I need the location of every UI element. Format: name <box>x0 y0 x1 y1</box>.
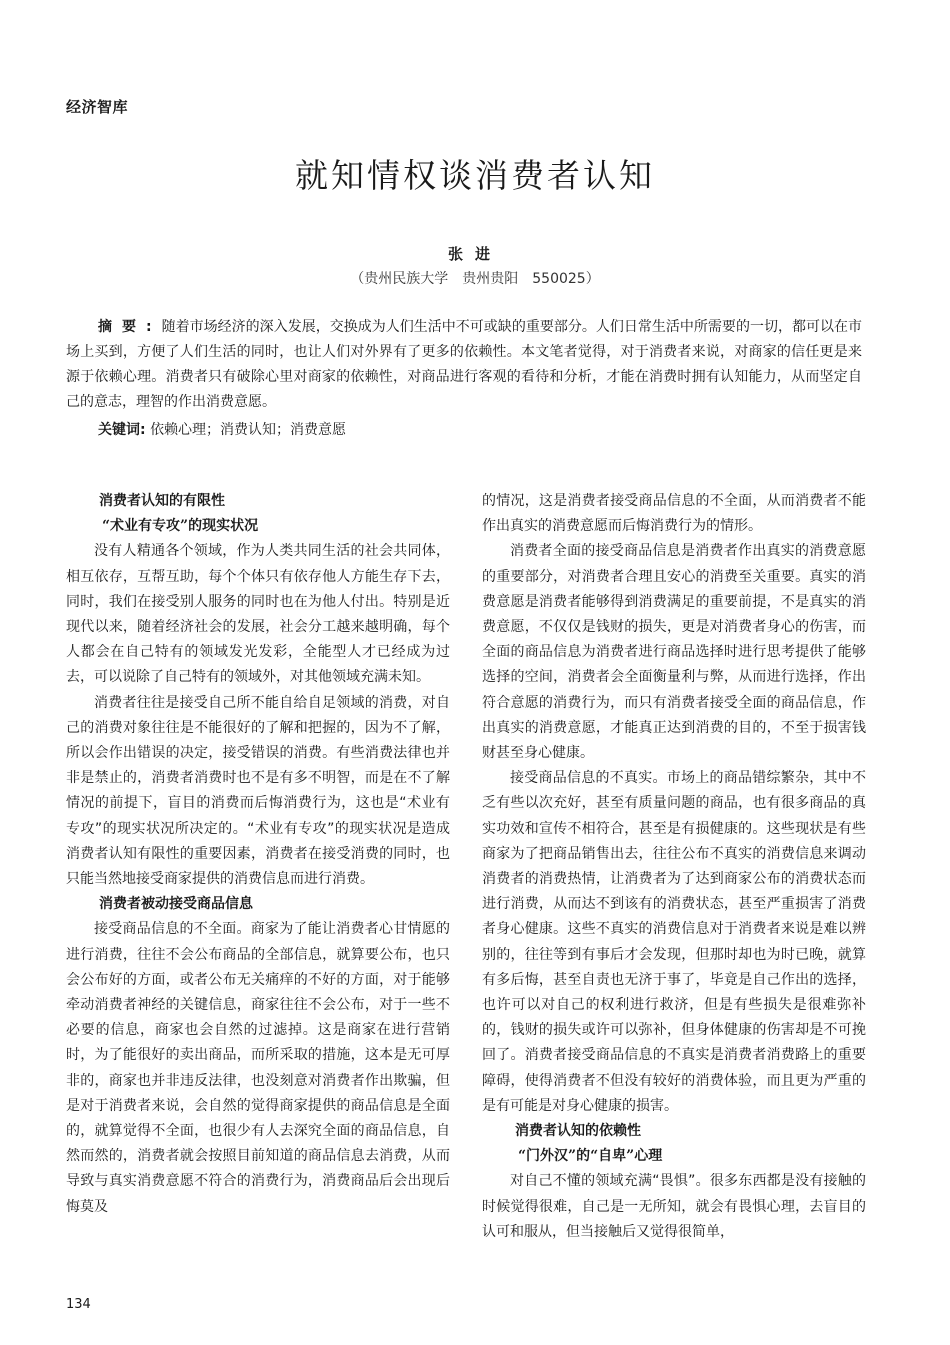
abstract-text: 随着市场经济的深入发展，交换成为人们生活中不可或缺的重要部分。人们日常生活中所需要的一切，都可以在市场上买到，方便了人们生活的同时，也让人们对外界有了更多的依赖性。本文笔者觉得，对于消费者来说，对商家的信任更是来源于依赖心理。消费者只有破除心里对商家的依赖性，对商品进行客观的看待和分析，才能在消费时拥有认知能力，从而坚定自己的意志，理智的作出消费意愿。 <box>66 319 862 410</box>
keywords <box>98 418 862 443</box>
paragraph: 对自己不懂的领域充满“畏惧”。很多东西都是没有接触的时候觉得很难，自己是一无所知，就会有畏惧心理，去盲目的认可和服从，但当接触后又觉得很简单， <box>482 1173 866 1240</box>
abstract-label: 摘要: <box>98 319 162 335</box>
section-heading: 消费者认知的有限性 <box>99 493 225 509</box>
paragraph: 消费者全面的接受商品信息是消费者作出真实的消费意愿的重要部分，对消费者合理且安心的消费至关重要。真实的消费意愿是消费者能够得到消费满足的重要前提，不是真实的消费意愿，不仅仅是钱财的损失，更是对消费者身心的伤害，而全面的商品信息为消费者进行商品选择时进行思考提供了能够选择的空间，消费者会全面衡量利与弊，从而进行选择，作出符合意愿的消费行为，而只有消费者接受全面的商品信息，作出真实的消费意愿，才能真正达到消费的目的，不至于损害钱财甚至身心健康。 <box>482 543 866 762</box>
right-column <box>482 489 866 1245</box>
author-name: 张进 <box>447 245 502 263</box>
keywords-label: 关键词: <box>98 422 146 438</box>
subsection-heading: 消费者被动接受商品信息 <box>99 896 253 913</box>
page-number: 134 <box>66 1297 91 1312</box>
keywords-text: 依赖心理；消费认知；消费意愿 <box>150 422 347 438</box>
paragraph: 没有人精通各个领域，作为人类共同生活的社会共同体，相互依存，互帮互助，每个个体只有依存他人方能生存下去，同时，我们在接受别人服务的同时也在为他人付出。特别是近现代以来，随着经济社会的发展，社会分工越来越明确，每个人都会在自己特有的领域发光发彩，全能型人才已经成为过去，可以说除了自己特有的领域外，对其他领域充满未知。 <box>66 543 450 686</box>
paragraph: 接受商品信息的不真实。市场上的商品错综繁杂，其中不乏有些以次充好，甚至有质量问题的商品，也有很多商品的真实功效和宣传不相符合，甚至是有损健康的。这些现状是有些商家为了把商品销售出去，往往公布不真实的消费信息来调动消费者的消费热情，让消费者为了达到商家公布的消费状态而进行消费，从而达不到该有的消费状态，甚至严重损害了消费者身心健康。这些不真实的消费信息对于消费者来说是难以辨别的，往往等到有事后才会发现，但那时却也为时已晚，就算有多后悔，甚至自责也无济于事了，毕竟是自己作出的选择，也许可以对自己的权利进行救济，但是有些损失是很难弥补的，钱财的损失或许可以弥补，但身体健康的伤害却是不可挽回了。消费者接受商品信息的不真实是消费者消费路上的重要障碍，使得消费者不但没有较好的消费体验，而且更为严重的是有可能是对身心健康的损害。 <box>482 770 866 1114</box>
section-label: 经济智库 <box>66 98 129 116</box>
paragraph-continued: 的情况，这是消费者接受商品信息的不全面，从而消费者不能作出真实的消费意愿而后悔消费行为的情形。 <box>482 493 866 535</box>
paragraph: 接受商品信息的不全面。商家为了能让消费者心甘情愿的进行消费，往往不会公布商品的全部信息，就算要公布，也只会公布好的方面，或者公布无关痛痒的不好的方面，对于能够牵动消费者神经的关键信息，商家往往不会公布，对于一些不必要的信息，商家也会自然的过滤掉。这是商家在进行营销时，为了能很好的卖出商品，而所采取的措施，这本是无可厚非的，商家也并非违反法律，也没刻意对消费者作出欺骗，但是对于消费者来说，会自然的觉得商家提供的商品信息是全面的，就算觉得不全面，也很少有人去深究全面的商品信息，自然而然的，消费者就会按照目前知道的商品信息去消费，从而导致与真实消费意愿不符合的消费行为，消费商品后会出现后悔莫及 <box>66 921 450 1215</box>
abstract <box>66 315 862 415</box>
subsection-heading: “门外汉”的“自卑”心理 <box>518 1148 663 1165</box>
subsection-heading: “术业有专攻”的现实状况 <box>102 518 259 535</box>
author-affiliation: （贵州民族大学 贵州贵阳 550025） <box>350 271 600 287</box>
paragraph: 消费者往往是接受自己所不能自给自足领域的消费，对自己的消费对象往往是不能很好的了解和把握的，因为不了解，所以会作出错误的决定，接受错误的消费。有些消费法律也并非是禁止的，消费者消费时也不是有多不明智，而是在不了解情况的前提下，盲目的消费而后悔消费行为，这也是“术业有专攻”的现实状况所决定的。“术业有专攻”的现实状况是造成消费者认知有限性的重要因素，消费者在接受消费的同时，也只能当然地接受商家提供的消费信息而进行消费。 <box>66 694 450 888</box>
section-heading: 消费者认知的依赖性 <box>515 1123 641 1140</box>
left-column <box>66 489 450 1220</box>
article-title: 就知情权谈消费者认知 <box>295 156 655 195</box>
